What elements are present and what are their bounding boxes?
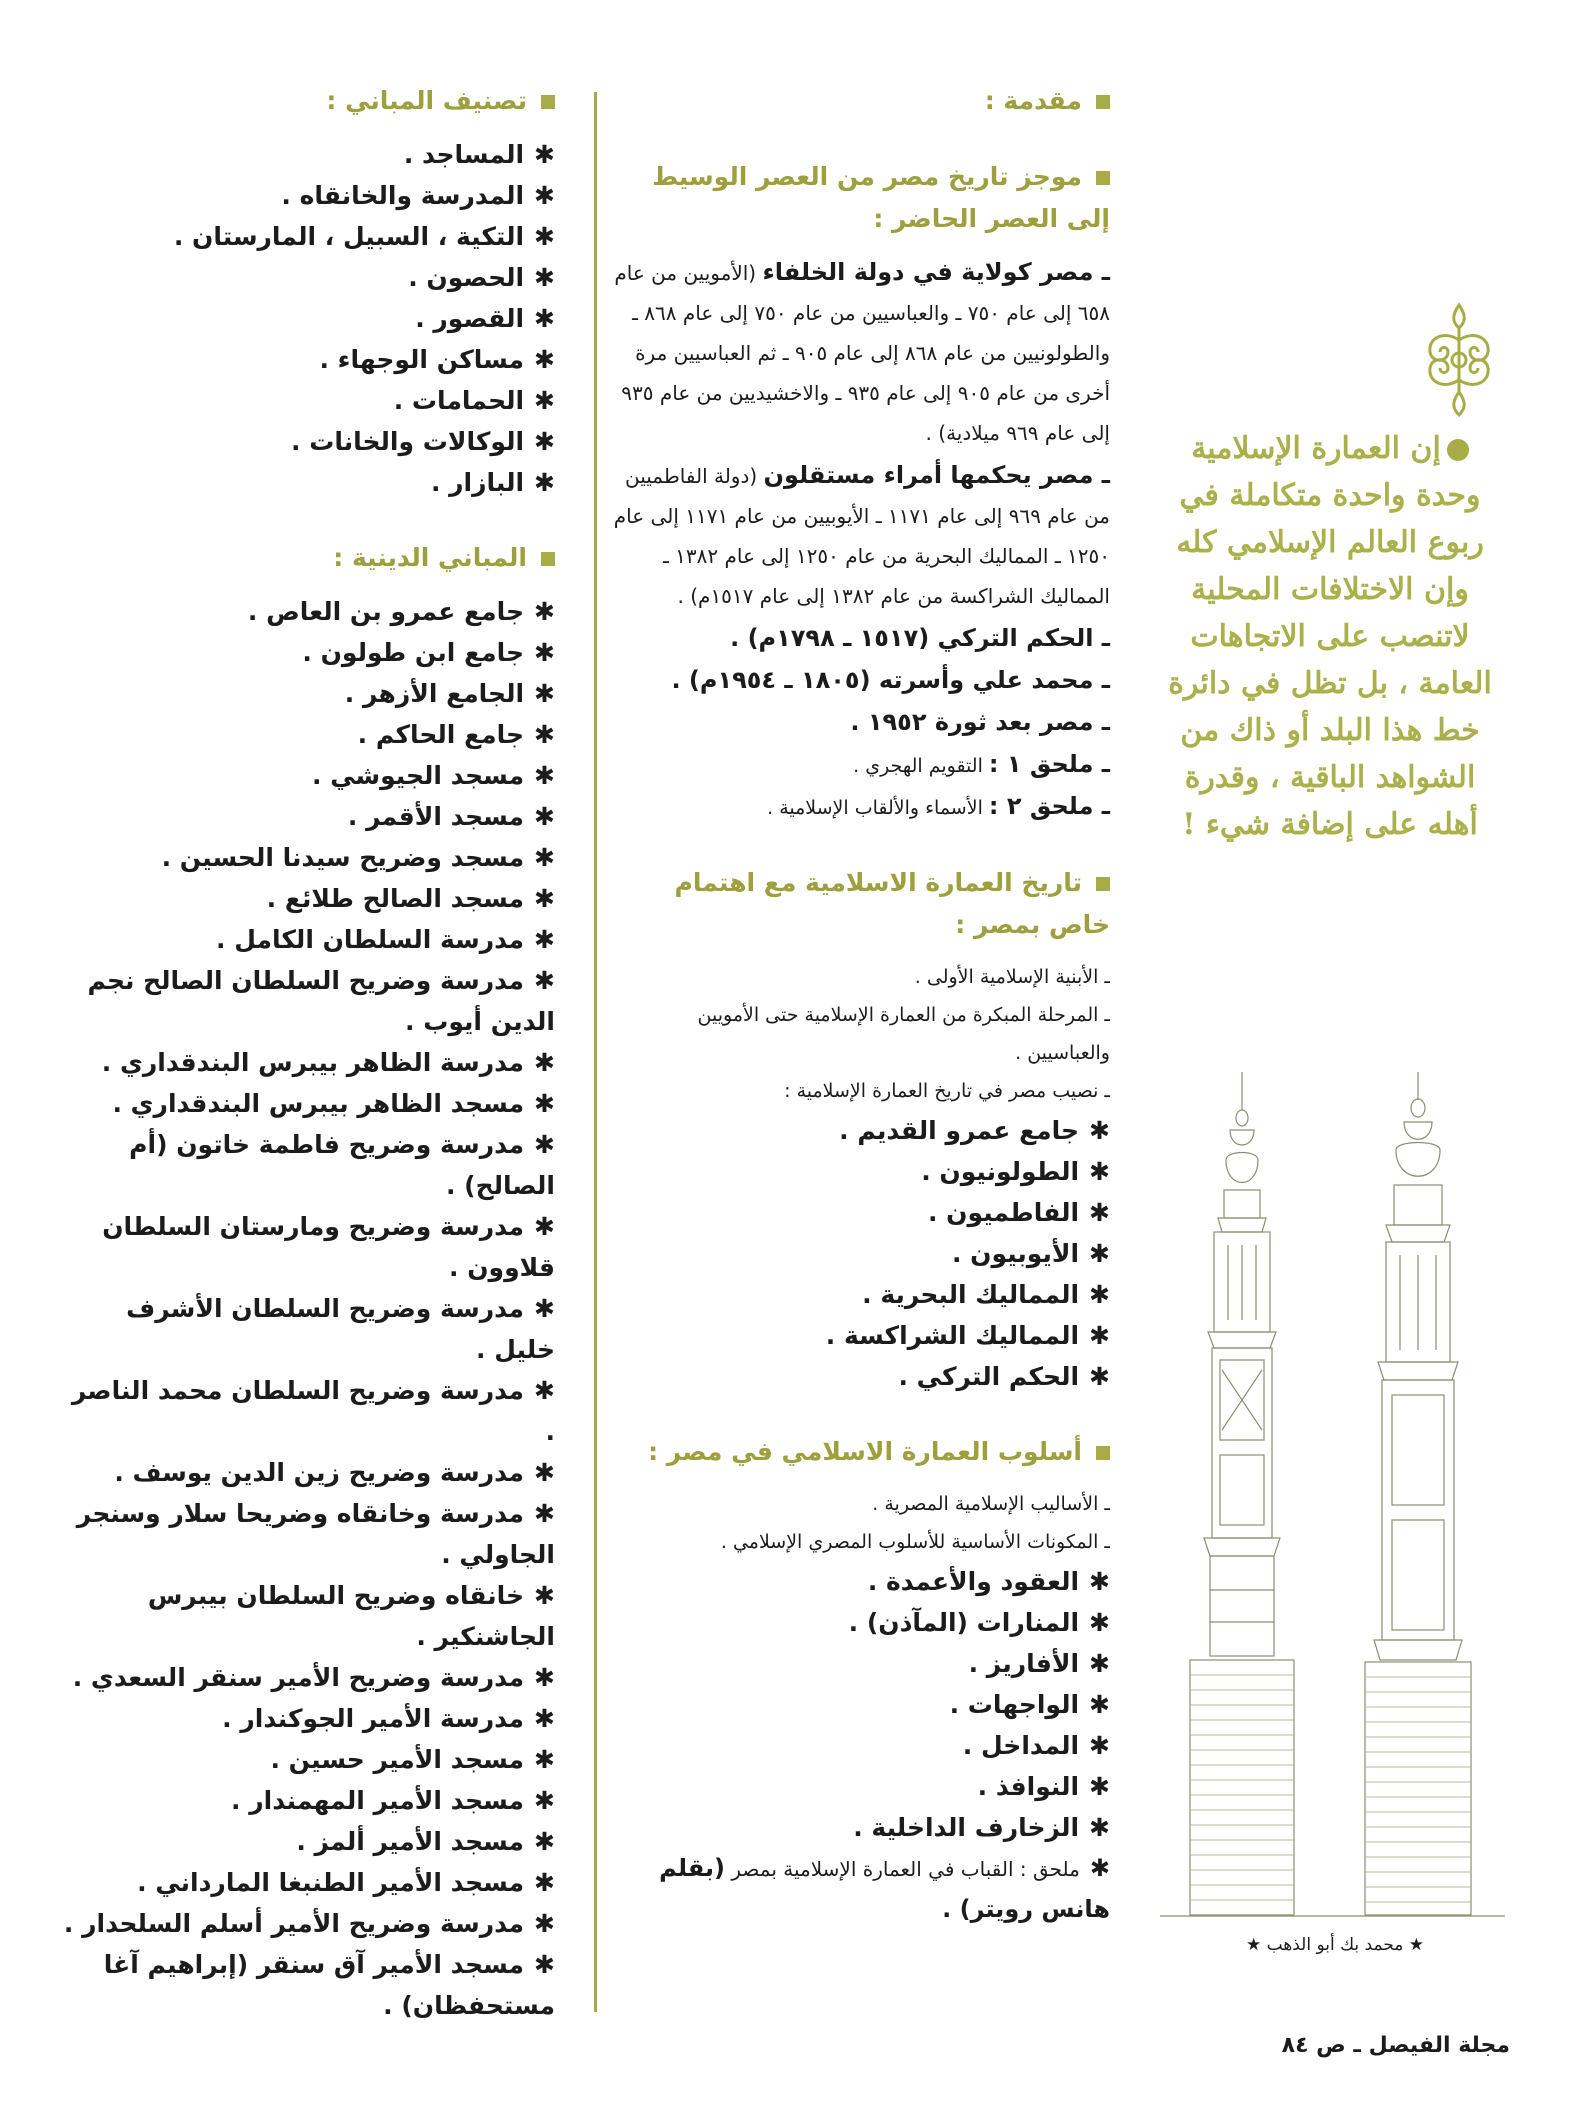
- classification-item-text: الحمامات .: [393, 386, 525, 415]
- asterisk-icon: ✱: [534, 1663, 555, 1692]
- asterisk-icon: ✱: [534, 1704, 555, 1733]
- asterisk-icon: ✱: [1089, 1280, 1110, 1309]
- asterisk-icon: ✱: [534, 222, 555, 251]
- religious-heading-text: المباني الدينية :: [333, 543, 527, 572]
- history-paragraph: [610, 252, 1110, 453]
- history-item: [610, 618, 1110, 660]
- asterisk-icon: ✱: [534, 1458, 555, 1487]
- architecture-list-item-text: الطولونيون .: [921, 1157, 1080, 1186]
- history-paragraph-lead: ـ مصر كولاية في دولة الخلفاء: [762, 258, 1110, 286]
- appendix-prefix: ملحق :: [1019, 1857, 1080, 1881]
- architecture-list-item: [610, 1233, 1110, 1274]
- asterisk-icon: ✱: [534, 1499, 555, 1528]
- asterisk-icon: ✱: [534, 761, 555, 790]
- left-minaret: [1190, 1072, 1294, 1915]
- asterisk-icon: ✱: [534, 1745, 555, 1774]
- history-item: [610, 786, 1110, 828]
- classification-item: [60, 257, 555, 298]
- history-paragraph: [610, 455, 1110, 616]
- classification-item: [60, 216, 555, 257]
- classification-item: [60, 298, 555, 339]
- architecture-list-item-text: المماليك الشراكسة .: [825, 1321, 1080, 1350]
- asterisk-icon: ✱: [534, 802, 555, 831]
- right-column: [610, 80, 1110, 1932]
- appendix-author: (بقلم هانس رويتر) .: [659, 1854, 1110, 1923]
- asterisk-icon: ✱: [1089, 1813, 1110, 1842]
- style-list-item: [610, 1684, 1110, 1725]
- religious-building-item-text: مدرسة وضريح السلطان الصالح نجم الدين أيوب .: [87, 966, 555, 1036]
- asterisk-icon: ✱: [534, 1294, 555, 1323]
- religious-building-item: [60, 714, 555, 755]
- religious-building-item-text: مدرسة وضريح السلطان محمد الناصر .: [71, 1376, 555, 1446]
- style-list-item: [610, 1725, 1110, 1766]
- religious-building-item: [60, 1903, 555, 1944]
- asterisk-icon: ✱: [534, 1130, 555, 1159]
- religious-building-item: [60, 1452, 555, 1493]
- religious-building-item-text: مدرسة الأمير الجوكندار .: [222, 1704, 525, 1733]
- classification-list: [60, 134, 555, 503]
- religious-building-item-text: الجامع الأزهر .: [344, 679, 525, 708]
- religious-building-item-text: مدرسة وضريح السلطان الأشرف خليل .: [126, 1294, 555, 1364]
- religious-building-item-text: جامع الحاكم .: [357, 720, 525, 749]
- religious-building-item-text: جامع عمرو بن العاص .: [247, 597, 525, 626]
- asterisk-icon: ✱: [534, 843, 555, 872]
- history-paragraph-text: (الأمويين من عام ٦٥٨ إلى عام ٧٥٠ ـ والعباسيين من عام ٧٥٠ إلى عام ٨٦٨ ـ والطولونيين من عام ٨٦٨ إلى عام ٩٠٥ ـ ثم العباسيين مرة أخرى من عام ٩٠٥ إلى عام ٩٣٥ ـ والاخشيديين من عام ٩٣٥ إلى عام ٩٦٩ ميلادية) .: [614, 261, 1110, 445]
- religious-building-item-text: مسجد الأقمر .: [347, 802, 525, 831]
- religious-building-item: [60, 1575, 555, 1657]
- religious-building-item: [60, 1370, 555, 1452]
- asterisk-icon: ✱: [534, 468, 555, 497]
- history-paragraph-text: (دولة الفاطميين من عام ٩٦٩ إلى عام ١١٧١ ـ الأيوبيين من عام ١١٧١ إلى عام ١٢٥٠ ـ المماليك البحرية من عام ١٢٥٠ إلى عام ١٣٨٢ ـ المماليك الشراكسة من عام ١٣٨٢ إلى عام ١٥١٧م) .: [613, 464, 1110, 608]
- religious-building-item: [60, 960, 555, 1042]
- style-list-item-text: المنارات (المآذن) .: [848, 1608, 1080, 1637]
- religious-building-item: [60, 1739, 555, 1780]
- appendix-text: القباب في العمارة الإسلامية بمصر: [725, 1857, 1020, 1881]
- style-subitem: ـ الأساليب الإسلامية المصرية .: [872, 1493, 1110, 1515]
- religious-building-item: [60, 673, 555, 714]
- architecture-list-item-text: الحكم التركي .: [898, 1362, 1080, 1391]
- religious-building-item-text: مدرسة وضريح الأمير سنقر السعدي .: [72, 1663, 525, 1692]
- asterisk-icon: ✱: [534, 1950, 555, 1979]
- page-footer: مجلة الفيصل ـ ص ٨٤: [1281, 2033, 1510, 2058]
- classification-item-text: المساجد .: [403, 140, 525, 169]
- religious-building-item-text: جامع ابن طولون .: [302, 638, 525, 667]
- religious-building-item-text: مسجد الأمير حسين .: [270, 1745, 525, 1774]
- architecture-heading-text: تاريخ العمارة الاسلامية مع اهتمام خاص بمصر :: [674, 868, 1110, 939]
- quote-dot-icon: [1447, 439, 1469, 461]
- asterisk-icon: ✱: [1089, 1198, 1110, 1227]
- religious-heading: [60, 537, 555, 579]
- architecture-list-item: [610, 1151, 1110, 1192]
- history-item-text: التقويم الهجري .: [853, 755, 989, 777]
- religious-building-item-text: مدرسة الظاهر بيبرس البندقداري .: [101, 1048, 525, 1077]
- religious-building-item: [60, 1657, 555, 1698]
- asterisk-icon: ✱: [534, 427, 555, 456]
- religious-building-item-text: مسجد الظاهر بيبرس البندقداري .: [112, 1089, 525, 1118]
- religious-building-item: [60, 919, 555, 960]
- history-item-lead: ـ محمد علي وأسرته (١٨٠٥ ـ ١٩٥٤م) .: [671, 666, 1110, 694]
- religious-building-item-text: مدرسة وضريح زين الدين يوسف .: [114, 1458, 525, 1487]
- style-list-item: [610, 1561, 1110, 1602]
- asterisk-icon: ✱: [534, 1089, 555, 1118]
- minaret-illustration: [1160, 1070, 1505, 1920]
- religious-building-item: [60, 591, 555, 632]
- style-list-item: [610, 1766, 1110, 1807]
- classification-item-text: المدرسة والخانقاه .: [281, 181, 525, 210]
- religious-building-item: [60, 837, 555, 878]
- classification-item-text: الحصون .: [408, 263, 525, 292]
- classification-heading-text: تصنيف المباني :: [326, 86, 527, 115]
- religious-building-item: [60, 632, 555, 673]
- history-item-lead: ـ ملحق ٢ :: [988, 792, 1110, 820]
- architecture-list-item: [610, 1192, 1110, 1233]
- religious-building-item: [60, 1042, 555, 1083]
- figure-caption: ★ محمد بك أبو الذهب ★: [1245, 1935, 1425, 1955]
- religious-building-item-text: مسجد الأمير ألمز .: [296, 1827, 525, 1856]
- asterisk-icon: ✱: [534, 1048, 555, 1077]
- history-item: [610, 744, 1110, 786]
- asterisk-icon: ✱: [534, 1909, 555, 1938]
- asterisk-icon: ✱: [534, 638, 555, 667]
- asterisk-icon: ✱: [534, 884, 555, 913]
- asterisk-icon: ✱: [534, 1376, 555, 1405]
- asterisk-icon: ✱: [1089, 1854, 1110, 1882]
- religious-building-item-text: مسجد الجيوشي .: [312, 761, 525, 790]
- religious-building-item-text: خانقاه وضريح السلطان بيبرس الجاشنكير .: [147, 1581, 555, 1651]
- classification-item: [60, 175, 555, 216]
- asterisk-icon: ✱: [1089, 1608, 1110, 1637]
- asterisk-icon: ✱: [534, 1212, 555, 1241]
- left-column: [60, 80, 555, 2026]
- religious-building-item: [60, 1944, 555, 2026]
- asterisk-icon: ✱: [1089, 1649, 1110, 1678]
- classification-item-text: مساكن الوجهاء .: [319, 345, 525, 374]
- architecture-heading: [610, 862, 1110, 946]
- asterisk-icon: ✱: [534, 1581, 555, 1610]
- asterisk-icon: ✱: [534, 679, 555, 708]
- asterisk-icon: ✱: [1089, 1116, 1110, 1145]
- asterisk-icon: ✱: [1089, 1157, 1110, 1186]
- square-bullet-icon: [1096, 95, 1110, 109]
- style-list-item-text: المداخل .: [962, 1731, 1080, 1760]
- right-minaret: [1365, 1072, 1471, 1915]
- religious-building-item: [60, 796, 555, 837]
- square-bullet-icon: [1096, 877, 1110, 891]
- asterisk-icon: ✱: [534, 720, 555, 749]
- asterisk-icon: ✱: [1089, 1362, 1110, 1391]
- history-item-text: الأسماء والألقاب الإسلامية .: [767, 797, 989, 819]
- religious-building-item-text: مسجد الصالح طلائع .: [266, 884, 525, 913]
- classification-item: [60, 339, 555, 380]
- style-list-item-text: النوافذ .: [977, 1772, 1080, 1801]
- asterisk-icon: ✱: [1089, 1690, 1110, 1719]
- asterisk-icon: ✱: [534, 925, 555, 954]
- history-item: [610, 660, 1110, 702]
- religious-building-item: [60, 1288, 555, 1370]
- square-bullet-icon: [541, 95, 555, 109]
- asterisk-icon: ✱: [1089, 1567, 1110, 1596]
- style-list-item: [610, 1602, 1110, 1643]
- religious-building-item: [60, 1083, 555, 1124]
- religious-building-item: [60, 1124, 555, 1206]
- asterisk-icon: ✱: [534, 263, 555, 292]
- religious-building-item: [60, 1821, 555, 1862]
- asterisk-icon: ✱: [534, 1786, 555, 1815]
- classification-item-text: القصور .: [415, 304, 525, 333]
- intro-heading-text: مقدمة :: [984, 86, 1082, 115]
- square-bullet-icon: [541, 552, 555, 566]
- asterisk-icon: ✱: [1089, 1321, 1110, 1350]
- religious-building-item-text: مسجد الأمير المهمندار .: [231, 1786, 525, 1815]
- classification-item-text: البازار .: [430, 468, 525, 497]
- architecture-list-item-text: المماليك البحرية .: [862, 1280, 1080, 1309]
- style-subitem: ـ المكونات الأساسية للأسلوب المصري الإسلامي .: [720, 1531, 1110, 1553]
- pull-quote-text: إن العمارة الإسلامية وحدة واحدة متكاملة في ربوع العالم الإسلامي كله وإن الاختلافات المحلية لاتنصب على الاتجاهات العامة ، بل تظل في دائرة خط هذا البلد أو ذاك من الشواهد الباقية ، وقدرة أهله على إضافة شيء !: [1168, 431, 1492, 842]
- religious-buildings-list: [60, 591, 555, 2026]
- classification-item: [60, 380, 555, 421]
- history-paragraph-lead: ـ مصر يحكمها أمراء مستقلون: [763, 461, 1110, 489]
- religious-building-item-text: مسجد الأمير آق سنقر (إبراهيم آغا مستحفظان) .: [103, 1950, 555, 2020]
- style-list-item-text: الواجهات .: [949, 1690, 1080, 1719]
- classification-item: [60, 462, 555, 503]
- architecture-subitem: ـ المرحلة المبكرة من العمارة الإسلامية حتى الأمويين والعباسيين .: [697, 1004, 1110, 1064]
- column-divider: [594, 92, 597, 2012]
- architecture-list-item: [610, 1274, 1110, 1315]
- style-heading: [610, 1431, 1110, 1473]
- asterisk-icon: ✱: [534, 345, 555, 374]
- asterisk-icon: ✱: [534, 966, 555, 995]
- classification-heading: [60, 80, 555, 122]
- architecture-subitem: ـ نصيب مصر في تاريخ العمارة الإسلامية :: [784, 1080, 1110, 1102]
- architecture-list-item: [610, 1356, 1110, 1397]
- asterisk-icon: ✱: [534, 386, 555, 415]
- religious-building-item-text: مدرسة وضريح فاطمة خاتون (أم الصالح) .: [129, 1130, 555, 1200]
- asterisk-icon: ✱: [1089, 1731, 1110, 1760]
- asterisk-icon: ✱: [534, 1827, 555, 1856]
- architecture-subitem: ـ الأبنية الإسلامية الأولى .: [914, 966, 1110, 988]
- square-bullet-icon: [1096, 1446, 1110, 1460]
- architecture-list-item-text: الفاطميون .: [927, 1198, 1080, 1227]
- classification-item: [60, 421, 555, 462]
- asterisk-icon: ✱: [1089, 1239, 1110, 1268]
- style-list-item: [610, 1807, 1110, 1848]
- history-heading: [610, 156, 1110, 240]
- religious-building-item: [60, 755, 555, 796]
- architecture-list-item-text: الأيوبيون .: [951, 1239, 1080, 1268]
- history-item-lead: ـ الحكم التركي (١٥١٧ ـ ١٧٩٨م) .: [730, 624, 1110, 652]
- arabesque-ornament-icon: [1414, 300, 1504, 420]
- classification-item: [60, 134, 555, 175]
- architecture-list-item: [610, 1315, 1110, 1356]
- religious-building-item: [60, 1698, 555, 1739]
- religious-building-item-text: مدرسة وضريح الأمير أسلم السلحدار .: [63, 1909, 525, 1938]
- classification-item-text: الوكالات والخانات .: [291, 427, 525, 456]
- asterisk-icon: ✱: [534, 181, 555, 210]
- style-list-item-text: العقود والأعمدة .: [867, 1567, 1080, 1596]
- pull-quote: [1160, 425, 1500, 848]
- style-list-item-text: الزخارف الداخلية .: [853, 1813, 1080, 1842]
- history-item: [610, 702, 1110, 744]
- history-heading-text: موجز تاريخ مصر من العصر الوسيط إلى العصر الحاضر :: [652, 162, 1110, 233]
- architecture-list-item-text: جامع عمرو القديم .: [839, 1116, 1080, 1145]
- religious-building-item-text: مسجد وضريح سيدنا الحسين .: [161, 843, 525, 872]
- asterisk-icon: ✱: [534, 597, 555, 626]
- history-item-lead: ـ مصر بعد ثورة ١٩٥٢ .: [850, 708, 1110, 736]
- religious-building-item: [60, 1493, 555, 1575]
- asterisk-icon: ✱: [534, 1868, 555, 1897]
- asterisk-icon: ✱: [534, 304, 555, 333]
- architecture-list-item: [610, 1110, 1110, 1151]
- religious-building-item: [60, 1862, 555, 1903]
- asterisk-icon: ✱: [1089, 1772, 1110, 1801]
- style-list-item: [610, 1643, 1110, 1684]
- appendix-line: [610, 1848, 1110, 1930]
- style-heading-text: أسلوب العمارة الاسلامي في مصر :: [648, 1437, 1082, 1466]
- style-list-item-text: الأفاريز .: [968, 1649, 1080, 1678]
- religious-building-item-text: مدرسة السلطان الكامل .: [216, 925, 525, 954]
- history-item-lead: ـ ملحق ١ :: [988, 750, 1110, 778]
- square-bullet-icon: [1096, 171, 1110, 185]
- religious-building-item-text: مدرسة وضريح ومارستان السلطان قلاوون .: [102, 1212, 555, 1282]
- asterisk-icon: ✱: [534, 140, 555, 169]
- religious-building-item: [60, 1206, 555, 1288]
- religious-building-item-text: مدرسة وخانقاه وضريحا سلار وسنجر الجاولي .: [76, 1499, 555, 1569]
- classification-item-text: التكية ، السبيل ، المارستان .: [173, 222, 525, 251]
- religious-building-item: [60, 1780, 555, 1821]
- religious-building-item: [60, 878, 555, 919]
- intro-heading: [610, 80, 1110, 122]
- religious-building-item-text: مسجد الأمير الطنبغا المارداني .: [137, 1868, 525, 1897]
